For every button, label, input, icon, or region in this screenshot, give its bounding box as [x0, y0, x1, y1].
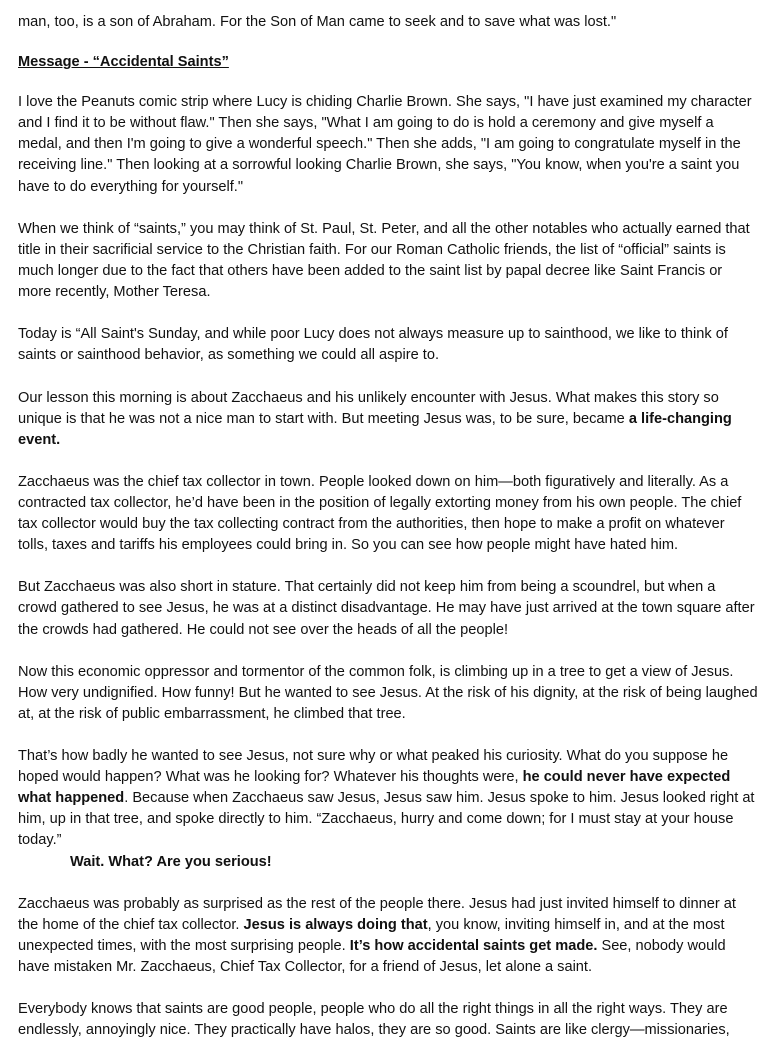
paragraph-lesson-text: Our lesson this morning is about Zacchaeus and his unlikely encounter with Jesus. What makes this story so unique is that he was not a nice man to start with. But meeting Jesus was, to be sure, became — [18, 389, 719, 427]
paragraph-surprised — [18, 894, 758, 978]
lead-paragraph: man, too, is a son of Abraham. For the Son of Man came to seek and to save what was lost." — [18, 14, 617, 30]
paragraph-wanted-text-2: . Because when Zacchaeus saw Jesus, Jesus saw him. Jesus spoke to him. Jesus looked right at him, up in that tree, and spoke directly to him. “Zacchaeus, hurry and come down; for I must stay at your house today.” — [18, 790, 755, 849]
page-title: Message - “Accidental Saints” — [18, 54, 229, 71]
emphasis-life-changing: a life-changing event. — [18, 410, 732, 448]
paragraph-wanted-text-1: That’s how badly he wanted to see Jesus, not sure why or what peaked his curiosity. What do you suppose he hoped would happen? What was he looking for? Whatever his thoughts were, — [18, 748, 729, 786]
emphasis-never-expected: he could never have expected what happened — [18, 769, 731, 807]
paragraph-wanted-to-see — [18, 746, 758, 851]
paragraph-lesson — [18, 388, 758, 451]
emphasis-always-doing: Jesus is always doing that — [243, 916, 428, 933]
paragraph-climbing-tree: Now this economic oppressor and tormentor of the common folk, is climbing up in a tree to get a view of Jesus. How very undignified. How funny! But he wanted to see Jesus. At the risk of his dignity, at the risk of being laughed at, at the risk of public embarrassment, he climbed that tree. — [18, 663, 758, 722]
paragraph-short-stature: But Zacchaeus was also short in stature. That certainly did not keep him from being a scoundrel, but when a crowd gathered to see Jesus, he was at a distinct disadvantage. He may have just arrived at the town square after the crowds had gathered. He could not see over the heads of all the people! — [18, 579, 755, 638]
paragraph-saints: When we think of “saints,” you may think of St. Paul, St. Peter, and all the other notables who actually earned that title in their sacrificial service to the Christian faith. For our Roman Catholic friends, the list of “official” saints is much longer due to the fact that others have been added to the saint list by papal decree like Saint Francis or more recently, Mother Teresa. — [18, 220, 750, 301]
paragraph-surprised-text-2: , you know, inviting himself in, and at the most unexpected times, with the most surprising people. — [18, 916, 725, 954]
paragraph-peanuts: I love the Peanuts comic strip where Lucy is chiding Charlie Brown. She says, "I have just examined my character and I find it to be without flaw." Then she says, "What I am going to do is hold a ceremony and give myself a medal, and then I'm going to give a wonderful speech." Then she adds, "I am going to congratulate myself in the receiving line." Then looking at a sorrowful looking Charlie Brown, she says, "You know, when you're a saint you have to do everything for yourself." — [18, 94, 752, 195]
paragraph-tax-collector: Zacchaeus was the chief tax collector in town. People looked down on him—both figuratively and literally. As a contracted tax collector, he’d have been in the position of legally extorting money from his own people. The chief tax collector would buy the tax collecting contract from the authorities, then hope to make a profit on whatever tolls, taxes and tariffs his employees could bring in. So you can see how people might have hated him. — [18, 473, 742, 554]
paragraph-surprised-text-1: Zacchaeus was probably as surprised as the rest of the people there. Jesus had just invited himself to dinner at the home of the chief tax collector. — [18, 895, 736, 933]
emphasis-accidental-saints: It’s how accidental saints get made. — [349, 937, 598, 954]
document-page — [18, 12, 758, 1063]
paragraph-everybody-knows: Everybody knows that saints are good people, people who do all the right things in all the right ways. They are endlessly, annoyingly nice. They practically have halos, they are so good. Saints are like clergy—missionaries, — [18, 1001, 730, 1039]
paragraph-all-saints-sunday: Today is “All Saint's Sunday, and while poor Lucy does not always measure up to sainthood, we like to think of saints or sainthood behavior, as something we could all aspire to. — [18, 326, 728, 364]
paragraph-surprised-text-3: See, nobody would have mistaken Mr. Zacchaeus, Chief Tax Collector, for a friend of Jesus, let alone a saint. — [18, 937, 726, 976]
indented-exclamation: Wait. What? Are you serious! — [70, 853, 272, 870]
